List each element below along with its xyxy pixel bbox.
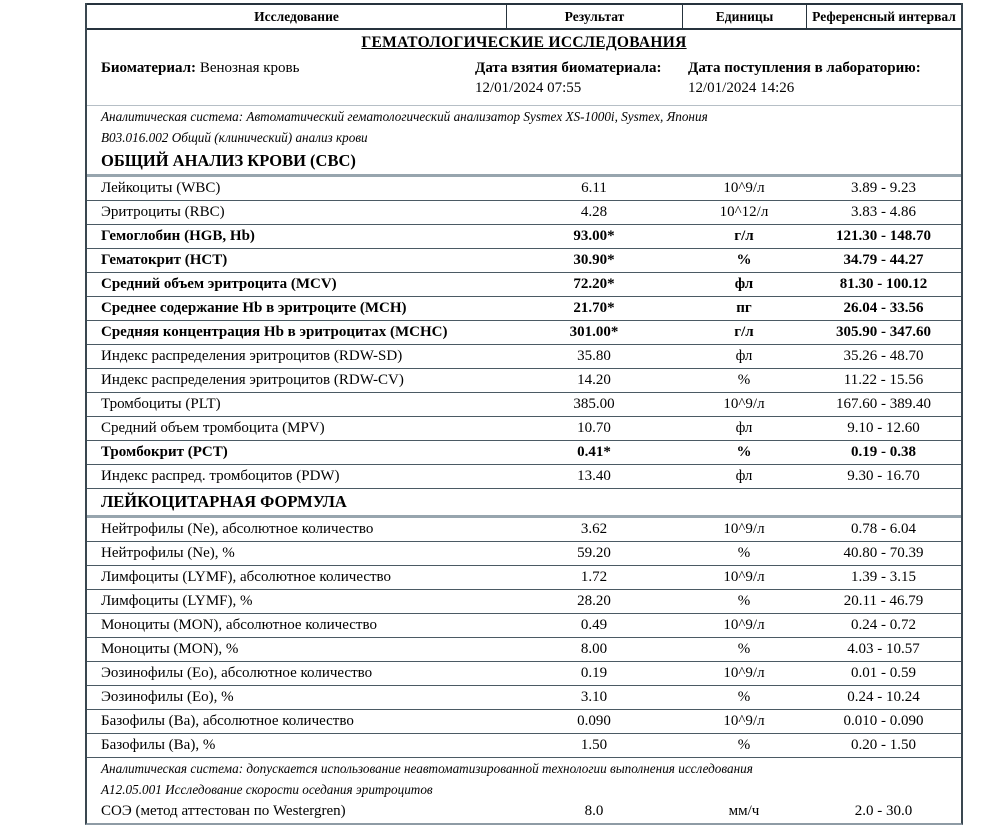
cell-test: Средний объем эритроцита (MCV) <box>101 276 337 292</box>
cbc-section-header: ОБЩИЙ АНАЛИЗ КРОВИ (CBC) <box>87 148 961 177</box>
cell-reference: 3.83 - 4.86 <box>851 204 916 220</box>
cell-result: 30.90* <box>573 252 615 268</box>
table-row <box>87 273 961 297</box>
table-row <box>87 590 961 614</box>
column-header-test: Исследование <box>254 9 339 24</box>
cell-units: г/л <box>734 324 754 340</box>
cell-reference: 0.24 - 10.24 <box>847 689 920 705</box>
cell-reference: 0.19 - 0.38 <box>851 444 916 460</box>
biomaterial-value: Венозная кровь <box>199 60 300 76</box>
cell-units: % <box>737 689 751 705</box>
cell-units: 10^9/л <box>723 180 765 196</box>
cell-units: пг <box>736 300 752 316</box>
cell-test: Индекс распред. тромбоцитов (PDW) <box>101 468 340 484</box>
cell-test: Тромбокрит (PCT) <box>101 444 228 460</box>
esr-rows <box>87 800 961 823</box>
table-row <box>87 614 961 638</box>
cell-units: % <box>736 252 752 268</box>
cell-test: Тромбоциты (PLT) <box>101 396 221 412</box>
cell-test: Средний объем тромбоцита (MPV) <box>101 420 325 436</box>
cell-result: 301.00* <box>569 324 619 340</box>
cell-reference: 11.22 - 15.56 <box>843 372 924 388</box>
cell-result: 93.00* <box>573 228 615 244</box>
cell-test: Эозинофилы (Eo), абсолютное количество <box>101 665 373 681</box>
table-row <box>87 800 961 823</box>
cell-test: Базофилы (Ba), абсолютное количество <box>101 713 354 729</box>
cell-units: 10^9/л <box>723 617 765 633</box>
table-row <box>87 686 961 710</box>
table-row <box>87 417 961 441</box>
cell-units: % <box>737 737 751 753</box>
cell-reference: 167.60 - 389.40 <box>836 396 931 412</box>
table-row <box>87 297 961 321</box>
cell-reference: 4.03 - 10.57 <box>847 641 920 657</box>
cell-units: г/л <box>734 228 754 244</box>
cell-result: 10.70 <box>577 420 611 436</box>
cell-test: Моноциты (MON), % <box>101 641 239 657</box>
hematology-report-table <box>85 3 963 825</box>
cell-reference: 2.0 - 30.0 <box>854 803 913 819</box>
collection-date-value: 12/01/2024 07:55 <box>475 80 582 96</box>
cell-result: 8.00 <box>580 641 608 657</box>
cell-units: % <box>737 372 751 388</box>
collection-date <box>475 60 662 97</box>
cell-reference: 1.39 - 3.15 <box>851 569 916 585</box>
table-row <box>87 369 961 393</box>
specimen-block <box>87 53 961 105</box>
cell-test: Лимфоциты (LYMF), абсолютное количество <box>101 569 392 585</box>
cell-result: 13.40 <box>577 468 611 484</box>
cell-units: фл <box>735 468 753 484</box>
cell-result: 3.62 <box>580 521 608 537</box>
cell-reference: 35.26 - 48.70 <box>843 348 924 364</box>
cell-reference: 121.30 - 148.70 <box>836 228 931 244</box>
table-row <box>87 542 961 566</box>
cell-reference: 9.10 - 12.60 <box>847 420 920 436</box>
cell-test: Эозинофилы (Eo), % <box>101 689 234 705</box>
cell-result: 6.11 <box>581 180 607 196</box>
cbc-rows <box>87 177 961 489</box>
cell-result: 14.20 <box>577 372 611 388</box>
cell-units: 10^9/л <box>723 521 765 537</box>
received-date <box>688 60 921 97</box>
cell-test: Лейкоциты (WBC) <box>101 180 221 196</box>
cell-result: 21.70* <box>573 300 615 316</box>
cell-result: 0.090 <box>577 713 611 729</box>
cell-result: 28.20 <box>577 593 611 609</box>
table-row <box>87 177 961 201</box>
cell-units: 10^9/л <box>723 569 765 585</box>
cell-units: 10^12/л <box>719 204 769 220</box>
cell-result: 385.00 <box>573 396 615 412</box>
cell-result: 8.0 <box>584 803 604 819</box>
cell-units: 10^9/л <box>723 713 765 729</box>
esr-analytical-system-note: Аналитическая система: допускается использование неавтоматизированной технологии выполнения исследования <box>101 761 753 776</box>
table-row <box>87 201 961 225</box>
report-title-row <box>87 30 961 53</box>
table-row <box>87 393 961 417</box>
cell-test: Лимфоциты (LYMF), % <box>101 593 253 609</box>
cell-result: 3.10 <box>580 689 608 705</box>
cell-reference: 0.78 - 6.04 <box>851 521 916 537</box>
biomaterial <box>101 60 299 77</box>
cell-result: 4.28 <box>580 204 608 220</box>
cell-units: % <box>736 444 752 460</box>
cell-test: Гемоглобин (HGB, Hb) <box>101 228 255 244</box>
table-row <box>87 734 961 758</box>
table-row <box>87 225 961 249</box>
cell-units: фл <box>734 276 754 292</box>
cell-test: Индекс распределения эритроцитов (RDW-CV) <box>101 372 404 388</box>
received-date-value: 12/01/2024 14:26 <box>688 80 795 96</box>
cell-result: 35.80 <box>577 348 611 364</box>
cell-units: мм/ч <box>728 803 760 819</box>
column-header-reference: Референсный интервал <box>806 5 961 28</box>
cell-reference: 305.90 - 347.60 <box>836 324 931 340</box>
cell-test: Эритроциты (RBC) <box>101 204 225 220</box>
cell-units: % <box>737 641 751 657</box>
cell-result: 0.49 <box>580 617 608 633</box>
column-header-result: Результат <box>506 5 682 28</box>
table-row <box>87 518 961 542</box>
table-row <box>87 441 961 465</box>
cell-reference: 0.24 - 0.72 <box>851 617 916 633</box>
leukocyte-formula-section-header: ЛЕЙКОЦИТАРНАЯ ФОРМУЛА <box>87 489 961 518</box>
cell-reference: 3.89 - 9.23 <box>851 180 916 196</box>
cbc-service-code-note: В03.016.002 Общий (клинический) анализ крови <box>101 130 368 145</box>
table-row <box>87 662 961 686</box>
cell-test: Нейтрофилы (Ne), абсолютное количество <box>101 521 374 537</box>
cell-units: фл <box>735 348 753 364</box>
cell-units: % <box>737 545 751 561</box>
esr-service-code-note: А12.05.001 Исследование скорости оседания эритроцитов <box>101 782 433 797</box>
cell-reference: 0.20 - 1.50 <box>851 737 916 753</box>
biomaterial-label: Биоматериал: <box>101 60 197 76</box>
cell-result: 59.20 <box>577 545 611 561</box>
cell-result: 0.41* <box>577 444 611 460</box>
cell-reference: 34.79 - 44.27 <box>843 252 924 268</box>
cell-test: Среднее содержание Hb в эритроците (MCH) <box>101 300 407 316</box>
table-row <box>87 345 961 369</box>
table-row <box>87 465 961 489</box>
cell-test: Средняя концентрация Hb в эритроцитах (MCHC) <box>101 324 448 340</box>
cell-result: 1.50 <box>580 737 608 753</box>
cell-test: Моноциты (MON), абсолютное количество <box>101 617 377 633</box>
collection-date-label: Дата взятия биоматериала: <box>475 60 662 76</box>
cell-test: Индекс распределения эритроцитов (RDW-SD) <box>101 348 403 364</box>
cell-reference: 26.04 - 33.56 <box>843 300 924 316</box>
table-row <box>87 710 961 734</box>
cell-units: фл <box>735 420 753 436</box>
received-date-label: Дата поступления в лабораторию: <box>688 60 921 76</box>
cell-result: 72.20* <box>573 276 615 292</box>
table-row <box>87 638 961 662</box>
table-row <box>87 566 961 590</box>
table-row <box>87 321 961 345</box>
cell-test: Базофилы (Ba), % <box>101 737 216 753</box>
cell-reference: 20.11 - 46.79 <box>843 593 924 609</box>
cell-reference: 81.30 - 100.12 <box>839 276 928 292</box>
table-header-row <box>87 3 961 30</box>
column-header-units: Единицы <box>682 5 806 28</box>
leukocyte-formula-rows <box>87 518 961 758</box>
cell-reference: 0.010 - 0.090 <box>843 713 924 729</box>
cell-reference: 0.01 - 0.59 <box>851 665 916 681</box>
cell-units: 10^9/л <box>723 396 765 412</box>
cell-test: СОЭ (метод аттестован по Westergren) <box>101 803 346 819</box>
cell-result: 0.19 <box>580 665 608 681</box>
cell-reference: 40.80 - 70.39 <box>843 545 924 561</box>
cbc-analytical-system-note: Аналитическая система: Автоматический гематологический анализатор Sysmex XS-1000i, Sysmex, Япония <box>101 109 708 124</box>
cell-units: 10^9/л <box>723 665 765 681</box>
table-row <box>87 249 961 273</box>
cell-reference: 9.30 - 16.70 <box>847 468 920 484</box>
cell-test: Гематокрит (HCT) <box>101 252 228 268</box>
cell-result: 1.72 <box>580 569 608 585</box>
report-title: ГЕМАТОЛОГИЧЕСКИЕ ИССЛЕДОВАНИЯ <box>361 34 687 51</box>
cell-test: Нейтрофилы (Ne), % <box>101 545 235 561</box>
cell-units: % <box>737 593 751 609</box>
